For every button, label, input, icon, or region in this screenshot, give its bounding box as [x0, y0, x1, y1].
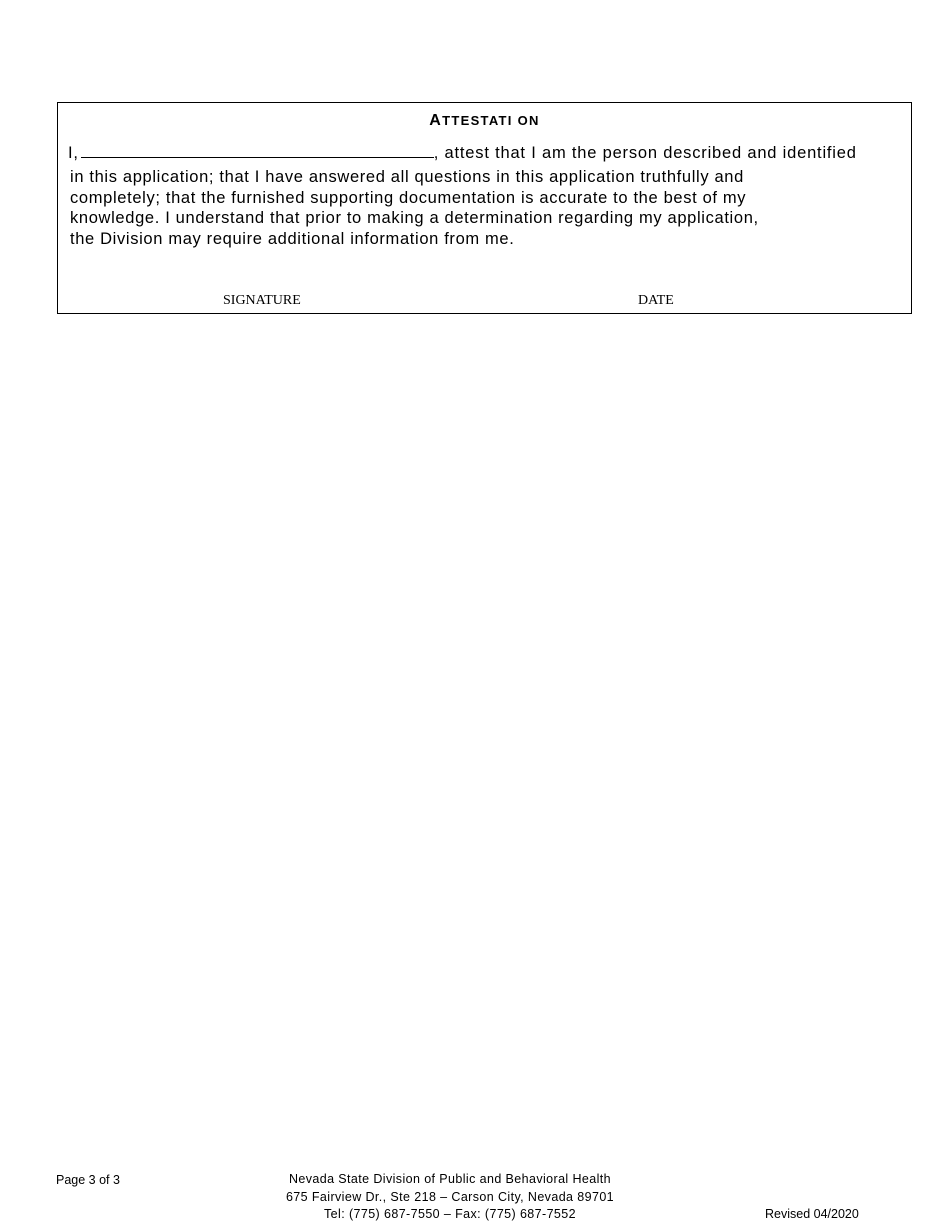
date-label: DATE [638, 293, 674, 308]
attestation-body: in this application; that I have answered all questions in this application truthfully and completely; that the furnished supporting documentation is accurate to the best of my knowledge. I understand that prior to making a determination regarding my application, the Division may require additional information from me. [70, 168, 759, 249]
attestation-box [57, 102, 912, 314]
footer-phone: Tel: (775) 687-7550 – Fax: (775) 687-7552 [324, 1207, 576, 1221]
name-prefix: I, [68, 144, 79, 162]
revised-date: Revised 04/2020 [765, 1207, 859, 1221]
footer-address: 675 Fairview Dr., Ste 218 – Carson City, Nevada 89701 [285, 1189, 615, 1204]
page-number: Page 3 of 3 [56, 1173, 120, 1187]
footer-contact [280, 1171, 620, 1224]
name-suffix: , attest that I am the person described and identified [433, 144, 857, 162]
attestation-title [58, 112, 911, 130]
title-rest: TTESTATI ON [442, 113, 540, 128]
footer-org: Nevada State Division of Public and Behavioral Health [288, 1172, 612, 1186]
signature-label: SIGNATURE [223, 293, 301, 308]
title-initial: A [429, 112, 443, 129]
name-line [68, 141, 857, 163]
name-blank-field[interactable] [81, 141, 434, 158]
